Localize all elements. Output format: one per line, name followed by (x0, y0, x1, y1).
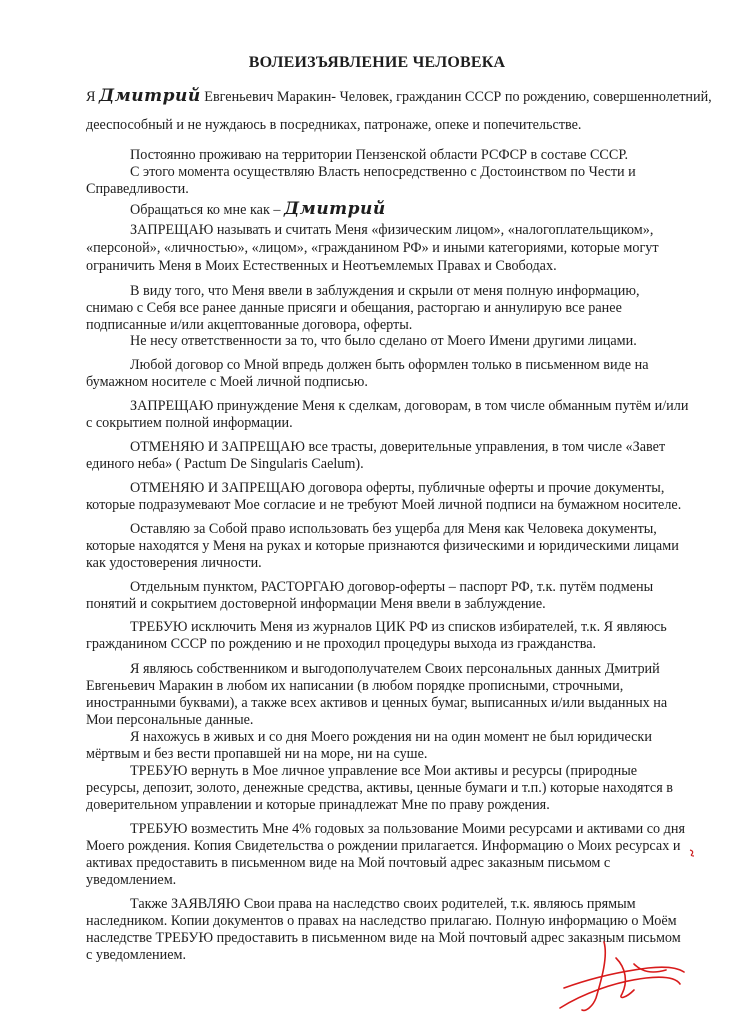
address-text: Обращаться ко мне как – (130, 202, 281, 218)
intro-line-1 (86, 88, 712, 106)
text-line: иностранными буквами), а также всех активов и ценных бумаг, выписанных и/или выданных на (86, 695, 668, 711)
text-line: бумажном носителе с Моей личной подписью. (86, 374, 368, 390)
text-line: Я являюсь собственником и выгодополучателем Своих персональных данных Дмитрий (130, 661, 660, 677)
handwritten-signature (556, 938, 706, 1018)
text-line: наследником. Копии документов о правах на наследство прилагаю. Полную информацию о Моём (86, 913, 677, 929)
text-line: снимаю с Себя все ранее данные присяги и обещания, расторгаю и аннулирую все ранее (86, 300, 622, 316)
text-line: Мои персональные данные. (86, 712, 254, 728)
text-line: Любой договор со Мной впредь должен быть оформлен только в письменном виде на (130, 357, 649, 373)
small-ink-mark (688, 848, 696, 858)
text-line: С этого момента осуществляю Власть непосредственно с Достоинством по Чести и (130, 164, 636, 180)
text-line: ресурсы, депозит, золото, денежные средства, активы, ценные бумаги и т.п.) которые находятся в (86, 780, 673, 796)
text-line: ТРЕБУЮ исключить Меня из журналов ЦИК РФ из списков избирателей, т.к. Я являюсь (130, 619, 667, 635)
text-line: ЗАПРЕЩАЮ принуждение Меня к сделкам, договорам, в том числе обманным путём и/или (130, 398, 689, 414)
intro-line-2: дееспособный и не нуждаюсь в посредниках, патронаже, опеке и попечительстве. (86, 117, 582, 133)
text-line: ЗАПРЕЩАЮ называть и считать Меня «физическим лицом», «налогоплательщиком», (130, 222, 654, 238)
text-line: единого неба» ( Pactum De Singularis Caelum). (86, 456, 364, 472)
text-line: понятий и сокрытием достоверной информации Меня ввели в заблуждение. (86, 596, 546, 612)
text-line: гражданином СССР по рождению и не проходил процедуры выхода из гражданства. (86, 636, 597, 652)
text-line: Справедливости. (86, 181, 189, 197)
text-line: наследстве ТРЕБУЮ предоставить в письменном виде на Мой почтовый адрес заказным письмом (86, 930, 681, 946)
text-line: уведомлением. (86, 872, 177, 888)
text-line: Отдельным пунктом, РАСТОРГАЮ договор-оферты – паспорт РФ, т.к. путём подмены (130, 579, 654, 595)
text-line: как удостоверения личности. (86, 555, 262, 571)
text-line: Евгеньевич Маракин в любом их написании (в любом порядке прописными, строчными, (86, 678, 624, 694)
text-line: доверительном управлении и которые принадлежат Мне по праву рождения. (86, 797, 550, 813)
text-line: ТРЕБУЮ возместить Мне 4% годовых за пользование Моими ресурсами и активами со дня (130, 821, 686, 837)
text-line: ОТМЕНЯЮ И ЗАПРЕЩАЮ договора оферты, публичные оферты и прочие документы, (130, 480, 665, 496)
text-line: которые подразумевают Мое согласие и не требуют Моей личной подписи на бумажном носителе. (86, 497, 682, 513)
intro-rest: Евгеньевич Маракин- Человек, гражданин СССР по рождению, совершеннолетний, (204, 89, 712, 105)
text-line: с сокрытием полной информации. (86, 415, 293, 431)
text-line: мёртвым и без вести пропавшей ни на море, ни на суше. (86, 746, 428, 762)
handwritten-address-name: Дмитрий (284, 199, 386, 219)
handwritten-name: Дмитрий (99, 86, 201, 106)
text-line: Постоянно проживаю на территории Пензенской области РСФСР в составе СССР. (130, 147, 629, 163)
text-line: Моего рождения. Копия Свидетельства о рождении прилагается. Информацию о Моих ресурсах и (86, 838, 681, 854)
document-title: ВОЛЕИЗЪЯВЛЕНИЕ ЧЕЛОВЕКА (248, 54, 506, 71)
text-line: ТРЕБУЮ вернуть в Мое личное управление все Мои активы и ресурсы (природные (130, 763, 638, 779)
text-line: Я нахожусь в живых и со дня Моего рождения ни на один момент не был юридически (130, 729, 652, 745)
text-line: ОТМЕНЯЮ И ЗАПРЕЩАЮ все трасты, доверительные управления, в том числе «Завет (130, 439, 666, 455)
text-line: Также ЗАЯВЛЯЮ Свои права на наследство своих родителей, т.к. являюсь прямым (130, 896, 636, 912)
intro-pronoun: Я (86, 89, 96, 105)
text-line: с уведомлением. (86, 947, 187, 963)
text-line: активах предоставить в письменном виде на Мой почтовый адрес заказным письмом с (86, 855, 611, 871)
text-line: ограничить Меня в Моих Естественных и Неотъемлемых Правах и Свободах. (86, 258, 557, 274)
text-line: подписанные и/или акцептованные договора, оферты. (86, 317, 413, 333)
address-line (130, 201, 386, 219)
text-line: В виду того, что Меня ввели в заблуждения и скрыли от меня полную информацию, (130, 283, 640, 299)
text-line: которые находятся у Меня на руках и которые признаются физическими и юридическими лицами (86, 538, 679, 554)
text-line: Оставляю за Собой право использовать без ущерба для Меня как Человека документы, (130, 521, 657, 537)
text-line: Не несу ответственности за то, что было сделано от Моего Имени другими лицами. (130, 333, 637, 349)
text-line: «персоной», «личностью», «лицом», «гражданином РФ» и иными категориями, которые могут (86, 240, 659, 256)
